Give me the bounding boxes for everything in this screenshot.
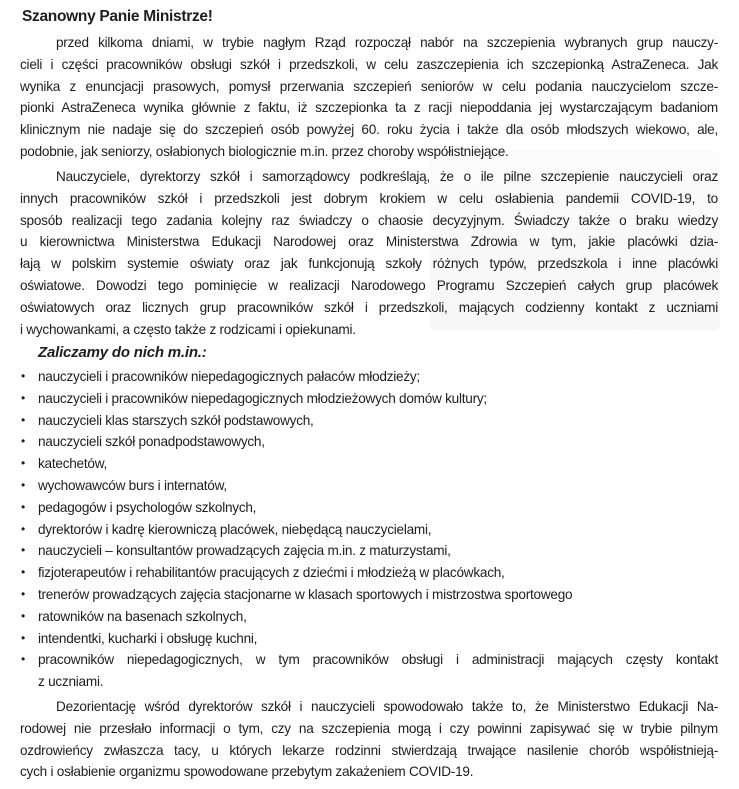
list-item-text: nauczycieli klas starszych szkół podstawowych, bbox=[38, 412, 314, 428]
list-item bbox=[20, 366, 718, 388]
letter-salutation: Szanowny Panie Ministrze! bbox=[22, 8, 213, 25]
bullet-icon: • bbox=[21, 369, 26, 383]
list-item-text: ratowników na basenach szkolnych, bbox=[38, 608, 247, 624]
list-item bbox=[20, 606, 718, 628]
text-line: łają w polskim systemie oświaty oraz jak funkcjonują szkoły różnych typów, przedszkola i inne placówki bbox=[20, 256, 718, 272]
list-item bbox=[20, 562, 718, 584]
text-line: innych pracowników szkół i przedszkoli jest dobrym krokiem w celu osłabienia pandemii COVID-19, to bbox=[20, 190, 718, 206]
paragraph-2 bbox=[20, 166, 718, 340]
bullet-icon: • bbox=[21, 586, 26, 601]
text-line: cieli i części pracowników obsługi szkół i przedszkoli, w celu zaszczepienia ich szczepionką AstraZeneca. Jak bbox=[20, 56, 718, 72]
list-item-text: intendentki, kucharki i obsługę kuchni, bbox=[38, 630, 258, 646]
text-line: oświatowe. Dowodzi tego pominięcie w realizacji Narodowego Programu Szczepień całych grup placówek bbox=[20, 277, 718, 293]
list-item-text: nauczycieli i pracowników niepedagogicznych młodzieżowych domów kultury; bbox=[38, 390, 487, 406]
text-line: oświatowych oraz licznych grup pracowników szkół i przedszkoli, mających codzienny kontakt z uczniami bbox=[20, 299, 718, 315]
bullet-icon: • bbox=[21, 456, 26, 471]
list-item bbox=[20, 584, 718, 606]
list-item-text: fizjoterapeutów i rehabilitantów pracujących z dziećmi i młodzieżą w placówkach, bbox=[38, 565, 505, 581]
bullet-icon: • bbox=[21, 390, 26, 405]
paragraph-3 bbox=[20, 696, 718, 783]
bullet-icon: • bbox=[21, 521, 26, 536]
text-line: pionki AstraZeneca wynika głównie z faktu, iż szczepionka ta z racji niepoddania jej wystarczającym badaniom bbox=[20, 100, 718, 116]
list-item bbox=[20, 628, 718, 650]
list-item-text: dyrektorów i kadrę kierowniczą placówek, niebędącą nauczycielami, bbox=[38, 521, 432, 537]
paragraph-1 bbox=[20, 32, 718, 163]
bullet-icon: • bbox=[21, 608, 26, 623]
list-item-text: katechetów, bbox=[38, 456, 108, 472]
text-line: sposób realizacji tego zadania kolejny raz świadczy o chaosie decyzyjnym. Świadczy także o braku wiedzy bbox=[20, 212, 718, 228]
text-line: ozdrowieńcy zwłaszcza tacy, u których lekarze rodzinni stwierdzają trwające nasilenie chorób współistnieją- bbox=[20, 742, 718, 758]
list-item-text: nauczycieli i pracowników niepedagogicznych pałaców młodzieży; bbox=[38, 369, 420, 384]
list-item-text: nauczycieli szkół ponadpodstawowych, bbox=[38, 434, 265, 450]
list-item bbox=[20, 453, 718, 475]
list-item-text: trenerów prowadzących zajęcia stacjonarne w klasach sportowych i mistrzostwa sportowego bbox=[38, 586, 573, 602]
text-line: Dezorientację wśród dyrektorów szkół i nauczycieli spowodowało także to, że Ministerstwo Edukacji Na- bbox=[56, 699, 718, 714]
text-line: u kierownictwa Ministerstwa Edukacji Narodowej oraz Ministerstwa Zdrowia w tym, jakie placówki dzia- bbox=[20, 234, 718, 250]
list-item bbox=[20, 497, 718, 519]
text-line: rodowej nie przesłało informacji o tym, czy na szczepienia mogą i czy powinni zapisywać się w trybie pilnym bbox=[20, 720, 718, 736]
text-line: i wychowankami, a często także z rodzicami i opiekunami. bbox=[20, 321, 356, 337]
bullet-icon: • bbox=[21, 565, 26, 580]
list-item bbox=[20, 649, 718, 693]
text-line: klinicznym nie nadaje się do szczepień osób powyżej 60. roku życia i także dla osób młodszych wiekowo, ale, bbox=[20, 122, 718, 138]
bullet-icon: • bbox=[21, 477, 26, 492]
bullet-icon: • bbox=[21, 499, 26, 514]
list-item-text: pracowników niepedagogicznych, w tym pracowników obsługi i administracji mających częsty kontakt bbox=[38, 652, 718, 668]
list-item bbox=[20, 410, 718, 432]
text-line: wynika z enuncjacji prasowych, pomysł przerwania szczepień seniorów w celu podania nauczycielom szcze- bbox=[20, 78, 718, 94]
text-line: przed kilkoma dniami, w trybie nagłym Rząd rozpoczął nabór na szczepienia wybranych grup nauczy- bbox=[56, 35, 718, 50]
bullet-icon: • bbox=[21, 434, 26, 449]
bullet-icon: • bbox=[21, 652, 26, 667]
list-item-text: nauczycieli – konsultantów prowadzących zajęcia m.in. z maturzystami, bbox=[38, 543, 451, 559]
list-heading: Zaliczamy do nich m.in.: bbox=[38, 344, 207, 361]
list-item bbox=[20, 540, 718, 562]
list-item bbox=[20, 388, 718, 410]
list-item-text: z uczniami. bbox=[38, 674, 104, 690]
bullet-icon: • bbox=[21, 630, 26, 645]
text-line: cych i osłabienie organizmu spowodowane przebytym zakażeniem COVID-19. bbox=[20, 764, 474, 780]
bullet-icon: • bbox=[21, 412, 26, 427]
bullet-icon: • bbox=[21, 543, 26, 558]
text-line: Nauczyciele, dyrektorzy szkół i samorządowcy podkreślają, że o ile pilne szczepienie nauczycieli oraz bbox=[56, 169, 718, 184]
list-item bbox=[20, 475, 718, 497]
list-item-text: wychowawców burs i internatów, bbox=[38, 477, 227, 493]
text-line: podobnie, jak seniorzy, osłabionych biologicznie m.in. przez choroby współistniejące. bbox=[20, 143, 509, 159]
list-item bbox=[20, 519, 718, 541]
list-item bbox=[20, 431, 718, 453]
list-item-text: pedagogów i psychologów szkolnych, bbox=[38, 499, 257, 515]
bullet-list bbox=[20, 366, 718, 693]
